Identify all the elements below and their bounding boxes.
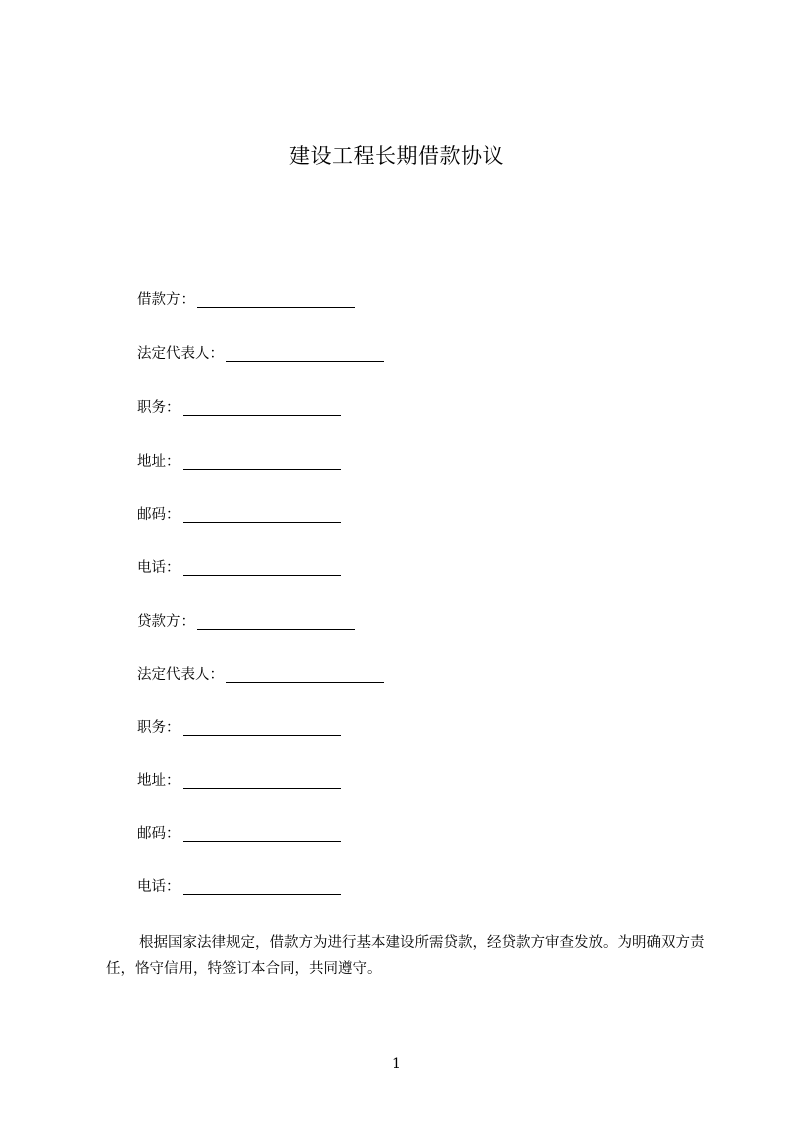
- borrower-address-label: 地址：: [137, 454, 181, 470]
- borrower-postcode-field: [137, 505, 341, 525]
- lender-address-blank[interactable]: [183, 772, 341, 789]
- borrower-phone-blank[interactable]: [183, 559, 341, 576]
- borrower-postcode-blank[interactable]: [183, 506, 341, 523]
- borrower-label: 借款方：: [137, 292, 195, 308]
- lender-field: [137, 612, 355, 632]
- borrower-postcode-label: 邮码：: [137, 507, 181, 523]
- lender-phone-label: 电话：: [137, 879, 181, 895]
- lender-phone-field: [137, 877, 341, 897]
- intro-paragraph: 根据国家法律规定，借款方为进行基本建设所需贷款，经贷款方审查发放。为明确双方责任，恪守信用，特签订本合同，共同遵守。: [106, 935, 705, 977]
- document-title: 建设工程长期借款协议: [289, 144, 504, 168]
- lender-legal-rep-field: [137, 665, 384, 685]
- lender-position-label: 职务：: [137, 720, 181, 736]
- borrower-phone-field: [137, 558, 341, 578]
- lender-legal-rep-label: 法定代表人：: [137, 667, 224, 683]
- lender-postcode-field: [137, 824, 341, 844]
- lender-position-field: [137, 718, 341, 738]
- borrower-address-field: [137, 452, 341, 472]
- borrower-legal-rep-label: 法定代表人：: [137, 346, 224, 362]
- lender-phone-blank[interactable]: [183, 878, 341, 895]
- lender-label: 贷款方：: [137, 614, 195, 630]
- lender-legal-rep-blank[interactable]: [226, 666, 384, 683]
- borrower-legal-rep-blank[interactable]: [226, 345, 384, 362]
- page-number: 1: [392, 1056, 401, 1072]
- borrower-position-label: 职务：: [137, 400, 181, 416]
- borrower-field: [137, 290, 355, 310]
- borrower-address-blank[interactable]: [183, 453, 341, 470]
- borrower-position-blank[interactable]: [183, 399, 341, 416]
- lender-blank[interactable]: [197, 613, 355, 630]
- lender-address-label: 地址：: [137, 773, 181, 789]
- lender-postcode-label: 邮码：: [137, 826, 181, 842]
- lender-postcode-blank[interactable]: [183, 825, 341, 842]
- lender-position-blank[interactable]: [183, 719, 341, 736]
- borrower-legal-rep-field: [137, 344, 384, 364]
- borrower-position-field: [137, 398, 341, 418]
- borrower-phone-label: 电话：: [137, 560, 181, 576]
- borrower-blank[interactable]: [197, 291, 355, 308]
- lender-address-field: [137, 771, 341, 791]
